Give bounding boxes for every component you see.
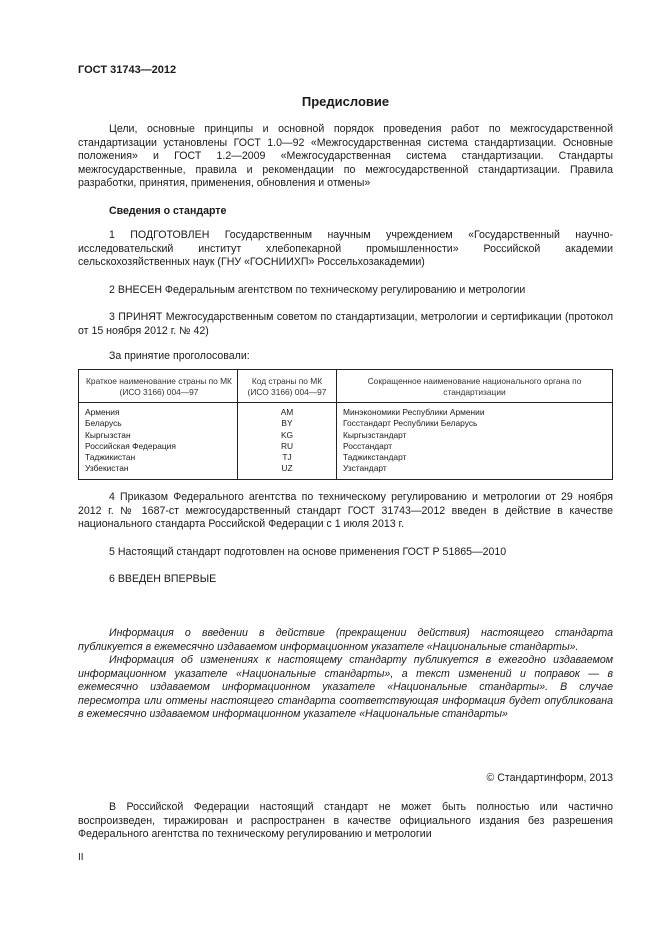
page-number: II xyxy=(78,852,84,863)
notice-introduction: Информация о введении в действие (прекращении действия) настоящего стандарта публикуется в ежемесячно издаваемом информационном указателе «Национальные стандарты». xyxy=(78,627,613,653)
code-cell: KG xyxy=(238,430,337,441)
vote-label: За принятие проголосовали: xyxy=(109,350,250,362)
rights-notice: В Российской Федерации настоящий стандарт не может быть полностью или частично воспроизведен, тиражирован и распространен в качестве официального издания без разрешения Федерального агентства по техническому регулированию и метрологии xyxy=(78,801,613,841)
country-cell: Беларусь xyxy=(85,418,122,429)
code-cell: TJ xyxy=(238,452,337,463)
table-row xyxy=(79,403,613,419)
voting-table xyxy=(78,369,613,480)
copyright: © Стандартинформ, 2013 xyxy=(486,772,613,784)
page-title: Предисловие xyxy=(301,94,390,109)
country-cell: Российская Федерация xyxy=(85,440,176,451)
table-row xyxy=(79,452,613,463)
organization-cell: Минэкономики Республики Армении xyxy=(337,403,613,419)
country-cell: Армения xyxy=(85,407,120,417)
country-cell: Узбекистан xyxy=(85,463,129,474)
code-cell: UZ xyxy=(238,463,337,479)
item-1-prepared: 1 ПОДГОТОВЛЕН Государственным научным учреждением «Государственный научно-исследовательский институт хлебопекарной промышленности» Российской академии сельскохозяйственных наук (ГНУ «ГОСНИИХП» Россельхозакадемии) xyxy=(78,229,613,269)
item-5-basis: 5 Настоящий стандарт подготовлен на основе применения ГОСТ Р 51865—2010 xyxy=(109,546,507,558)
item-3-adopted: 3 ПРИНЯТ Межгосударственным советом по стандартизации, метрологии и сертификации (протокол от 15 ноября 2012 г. № 42) xyxy=(78,311,613,337)
item-4-order: 4 Приказом Федерального агентства по техническому регулированию и метрологии от 29 ноября 2012 г. № 1687-ст межгосударственный стандарт ГОСТ 31743—2012 введен в действие в качестве национального стандарта Российской Федерации с 1 июля 2013 г. xyxy=(78,491,613,531)
header-organization: Сокращенное наименование национального органа по стандартизации xyxy=(337,370,613,403)
country-cell: Кыргызстан xyxy=(85,429,131,440)
info-heading: Сведения о стандарте xyxy=(109,205,227,217)
code-cell: BY xyxy=(238,418,337,429)
document-id: ГОСТ 31743—2012 xyxy=(78,64,177,76)
organization-cell: Росстандарт xyxy=(337,441,613,452)
organization-cell: Таджикстандарт xyxy=(337,452,613,463)
code-cell: RU xyxy=(238,441,337,452)
table-row xyxy=(79,441,613,452)
notice-changes: Информация об изменениях к настоящему стандарту публикуется в ежегодно издаваемом информационном указателе «Национальные стандарты», а текст изменений и поправок — в ежемесячно издаваемом информационном указателе «Национальные стандарты». В случае пересмотра или отмены настоящего стандарта соответствующая информация будет опубликована в ежемесячно издаваемом информационном указателе «Национальные стандарты» xyxy=(78,654,613,721)
table-row xyxy=(79,430,613,441)
organization-cell: Узстандарт xyxy=(337,463,613,479)
table-row xyxy=(79,418,613,429)
header-country: Краткое наименование страны по МК (ИСО 3166) 004—97 xyxy=(79,370,238,403)
country-cell: Таджикистан xyxy=(85,452,136,463)
header-code: Код страны по МК (ИСО 3166) 004—97 xyxy=(238,370,337,403)
organization-cell: Госстандарт Республики Беларусь xyxy=(337,418,613,429)
organization-cell: Кыргызстандарт xyxy=(337,430,613,441)
code-cell: AM xyxy=(238,403,337,419)
item-2-introduced: 2 ВНЕСЕН Федеральным агентством по техническому регулированию и метрологии xyxy=(109,284,526,296)
intro-paragraph: Цели, основные принципы и основной порядок проведения работ по межгосударственной стандартизации установлены ГОСТ 1.0—92 «Межгосударственная система стандартизации. Основные положения» и ГОСТ 1.2—2009 «Межгосударственная система стандартизации. Стандарты межгосударственные, правила и рекомендации по межгосударственной стандартизации. Правила разработки, принятия, применения, обновления и отмены» xyxy=(78,123,613,190)
table-header-row xyxy=(79,370,613,403)
table-row xyxy=(79,463,613,479)
item-6-first-introduced: 6 ВВЕДЕН ВПЕРВЫЕ xyxy=(109,573,217,585)
